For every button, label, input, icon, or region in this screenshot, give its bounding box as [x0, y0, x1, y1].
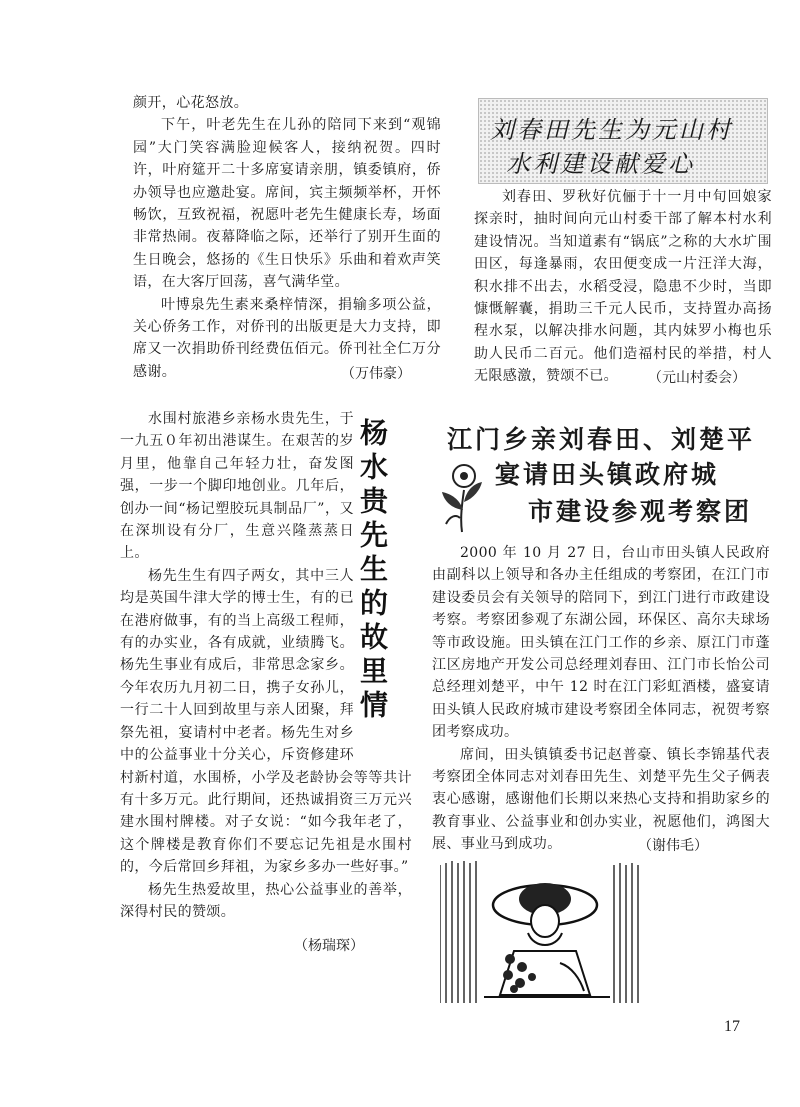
- byline: （谢伟毛）: [638, 837, 708, 854]
- article-headline: 水利建设献爱心: [506, 150, 695, 178]
- article-ye-birthday: [133, 92, 441, 383]
- paragraph: 杨先生热爱故里，热心公益事业的善举，深得村民的赞颂。: [120, 881, 412, 920]
- paragraph: 2000 年 10 月 27 日，台山市田头镇人民政府由副科以上领导和各办主任组成的考察团，在江门市建设委员会有关领导的陪同下，到江门进行市政建设考察。考察团参观了东湖公园，环保区、高尔夫球场等市政设施。田头镇在江门工作的乡亲、原江门市蓬江区房地产开发公司总经理刘春田、江门市长怡公司总经理刘楚平，中午 12 时在江门彩虹酒楼，盛宴请田头镇人民政府城市建设考察团全体同志，祝贺考察团考察成功。: [432, 545, 770, 741]
- article-title: 江门乡亲刘春田、刘楚平: [447, 425, 756, 454]
- byline: （杨瑞琛）: [294, 938, 364, 955]
- illustration-woman-icon: [440, 855, 650, 1005]
- paragraph: 颜开，心花怒放。: [133, 95, 249, 111]
- article-jiangmen-banquet: [432, 542, 770, 855]
- paragraph: 叶博泉先生素来桑梓情深，捐输多项公益，关心侨务工作，对侨刊的出版更是大力支持，即席又一次捐助侨刊经费伍佰元。侨刊社全仁万分感谢。: [133, 296, 441, 380]
- article-title: 市建设参观考察团: [528, 497, 753, 526]
- paragraph: 刘春田、罗秋好伉俪于十一月中旬回娘家探亲时，抽时间向元山村委干部了解本村水利建设情况。当知道素有“锅底”之称的大水圹围田区，每逢暴雨，农田便变成一片汪洋大海，积水排不出去，水稻受浸，隐患不少时，当即慷慨解囊，捐助三千元人民币，支持置办高扬程水泵，以解决排水问题，其内妹罗小梅也乐助人民币二百元。他们造福村民的举措，村人无限感激，赞颂不已。: [474, 189, 772, 385]
- paragraph: 下午，叶老先生在儿孙的陪同下来到“观锦园”大门笑容满脸迎候客人，接纳祝贺。四时许，叶府筵开二十多席宴请亲朋，镇委镇府，侨办领导也应邀赴宴。席间，宾主频频举杯，开怀畅饮，互致祝福，祝愿叶老先生健康长寿，场面非常热闹。夜幕降临之际，还举行了别开生面的生日晚会，悠扬的《生日快乐》乐曲和着欢声笑语，在大客厅回荡，喜气满华堂。: [133, 117, 441, 291]
- article-title: 宴请田头镇政府城: [495, 460, 720, 489]
- byline: （万伟豪）: [341, 366, 411, 383]
- article-liu-water: [474, 186, 772, 387]
- paragraph: 席间，田头镇镇委书记赵普豪、镇长李锦基代表考察团全体同志对刘春田先生、刘楚平先生父子俩表衷心感谢，感谢他们长期以来热心支持和捐助家乡的教育事业、公益事业和创办实业，祝愿他们，鸿图大展、事业马到成功。: [432, 746, 770, 853]
- article-headline: 刘春田先生为元山村: [490, 116, 733, 144]
- byline: （元山村委会）: [648, 369, 746, 386]
- paragraph: 杨先生生有四子两女，其中三人均是英国牛津大学的博士生，有的已在港府做事，有的当上高级工程师，有的办实业，各有成就，业绩腾飞。杨先生事业有成后，非常思念家乡。今年农历九月初二日，携子女孙儿，一行二十人回到故里与亲人团聚，拜祭先祖，宴请村中老者。杨先生对乡中的公益事业十分关心，斥资修建环村新村道，水围桥，小学及老龄协会等等共计有十多万元。此行期间，还热诚捐资三万元兴建水围村牌楼。对子女说：“如今我年老了，这个牌楼是教育你们不要忘记先祖是水围村的，今后常回乡拜祖，为家乡多办一些好事。”: [120, 567, 412, 876]
- flower-decoration-icon: [432, 458, 492, 534]
- page-number: 17: [724, 1018, 740, 1035]
- vertical-title: 杨水贵先生的故里情: [356, 418, 389, 724]
- paragraph: 水围村旅港乡亲杨水贵先生，于一九五０年初出港谋生。在艰苦的岁月里，他靠自己年轻力壮，奋发图强，一步一个脚印地创业。几年后，创办一间“杨记塑胶玩具制品厂”，又在深圳设有分厂，生意兴隆蒸蒸日上。: [120, 411, 354, 562]
